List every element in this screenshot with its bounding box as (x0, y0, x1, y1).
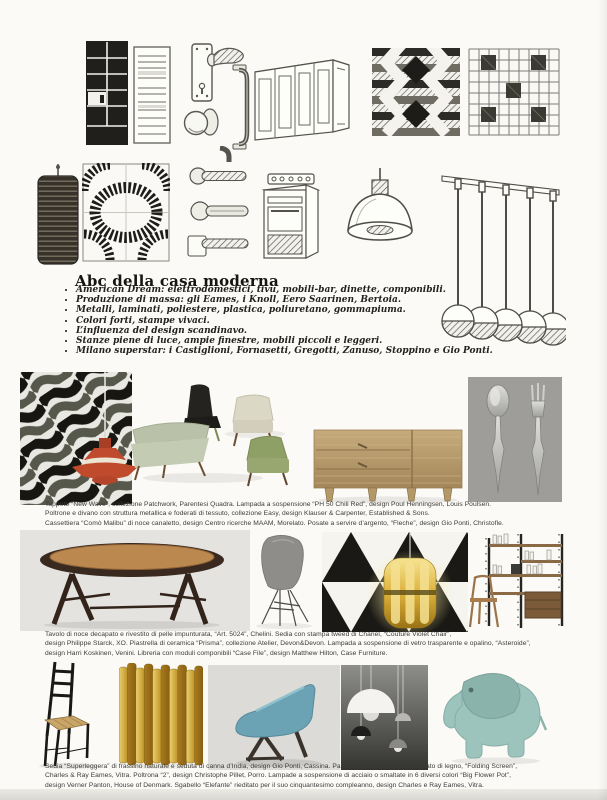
feature-bullet: • American Dream: elettrodomestici, tivù, mobili-bar, dinette, componibili. (76, 285, 493, 295)
wooden-chair (470, 576, 498, 627)
caption-row3 (45, 762, 517, 790)
industrial-dome-pendant-illustration (342, 168, 418, 254)
caption-line: design Verner Panton, House of Denmark. Sgabello “Elefante” rieditato per il suo cinquantesimo compleanno, design Charles e Ray Eames, Vitra. (45, 781, 484, 789)
feature-bullet: • Metalli, laminati, poliestere, plastica, poliuretano, gommapiuma. (76, 305, 493, 315)
photo-couture-violet-chair (250, 532, 320, 631)
caption-line: design Harri Koskinen, Venini. Libreria con moduli componibili “Case File”, design Matthew Hilton, Case Furniture. (45, 649, 388, 657)
grid-pattern-tile-illustration (468, 48, 560, 136)
photo-superleggera-chair (25, 658, 113, 770)
caption-row1 (45, 500, 504, 528)
caption-line: Sedia “Superleggera” di frassino naturale e seduta di canna d’India, design Gio Ponti, Cassina. Paravento-scultura di compensato di legno, “Folding Screen”, (45, 763, 518, 770)
feature-list (64, 285, 493, 356)
caption-line: Tavolo di noce decapato e rivestito di pelle impunturata, “Art. 5024”, Chelini. Sedia con stampa tweed di Chanel, “Couture Violet Chair”, (45, 631, 452, 638)
photo-poltrona-2-lounge (208, 665, 340, 770)
lever-handles-illustration (186, 146, 252, 264)
caption-line: Tappeto “New Wave”, collezione Patchwork, Parentesi Quadra. Lampada a sospensione “PH 50 Chili Red”, design Poul Henningsen, Louis Poulsen. (45, 501, 492, 508)
page-title: Abc della casa moderna (75, 272, 279, 291)
feature-bullet: • Milano superstar: i Castiglioni, Fornasetti, Gregotti, Zanuso, Stoppino e Gio Ponti. (76, 346, 493, 356)
door-knob-illustration (183, 106, 221, 140)
photo-table-art5024 (20, 530, 250, 631)
cylinder-pendant-lamp-illustration (36, 164, 80, 266)
photo-elephant-stool (428, 660, 550, 766)
photo-wave-rug-with-red-lamp (20, 372, 142, 505)
gas-stove-illustration (260, 166, 320, 264)
feature-bullet: • Stanze piene di luce, ampie finestre, mobili piccoli e leggeri. (76, 336, 493, 346)
page-bottom-edge (0, 789, 607, 800)
photo-case-file-desk-unit (467, 530, 567, 631)
page-right-edge (598, 0, 607, 800)
oval-pattern-tile-illustration (82, 163, 170, 262)
photo-sideboard-como-malibu (312, 428, 464, 504)
wardrobe-sliding-doors-illustration (253, 46, 355, 146)
caption-line: Charles & Ray Eames, Vitra. Poltrona “2”, design Christophe Pillet, Porro. Lampade a sospensione di acciaio o smaltate in 6 diversi colori “Big Flower Pot”, (45, 772, 511, 780)
sage-sofa (131, 423, 209, 480)
caption-line: design Philippe Starck, XO. Piastrella di ceramica “Prisma”, collezione Atelier, Devon&Devon. Lampada a sospensione di vetro trasparente e opalino, “Asteroide”, (45, 640, 531, 648)
slatted-door-illustration (133, 46, 171, 144)
glass-panel-door-illustration (85, 40, 129, 150)
feature-bullet: • Colori forti, stampe vivaci. (76, 316, 493, 326)
chevron-pattern-tile-illustration (372, 48, 460, 136)
pull-handle-illustration (226, 64, 254, 150)
photo-fleche-serving-cutlery (468, 377, 562, 502)
photo-easy-seating-group (125, 378, 305, 488)
caption-line: Poltrone e divano con struttura metallica e foderati di tessuto, collezione Easy, design Klauser & Carpenter, Established & Sons. (45, 510, 430, 518)
feature-bullet: • L’influenza del design scandinavo. (76, 326, 493, 336)
photo-folding-screen (119, 663, 203, 770)
photo-prisma-tiles-asteroide-lamp (322, 532, 468, 632)
photo-big-flower-pot-lamps (341, 665, 428, 770)
feature-bullet: • Produzione di massa: gli Eames, i Knoll, Eero Saarinen, Bertoia. (76, 295, 493, 305)
caption-row2 (45, 630, 531, 658)
caption-line: Cassettiera “Comò Malibu” di noce canaletto, design Centro ricerche MAAM, Morelato. Posate a servire d’argento, “Fleche”, design Gio Ponti, Christofle. (45, 519, 504, 527)
